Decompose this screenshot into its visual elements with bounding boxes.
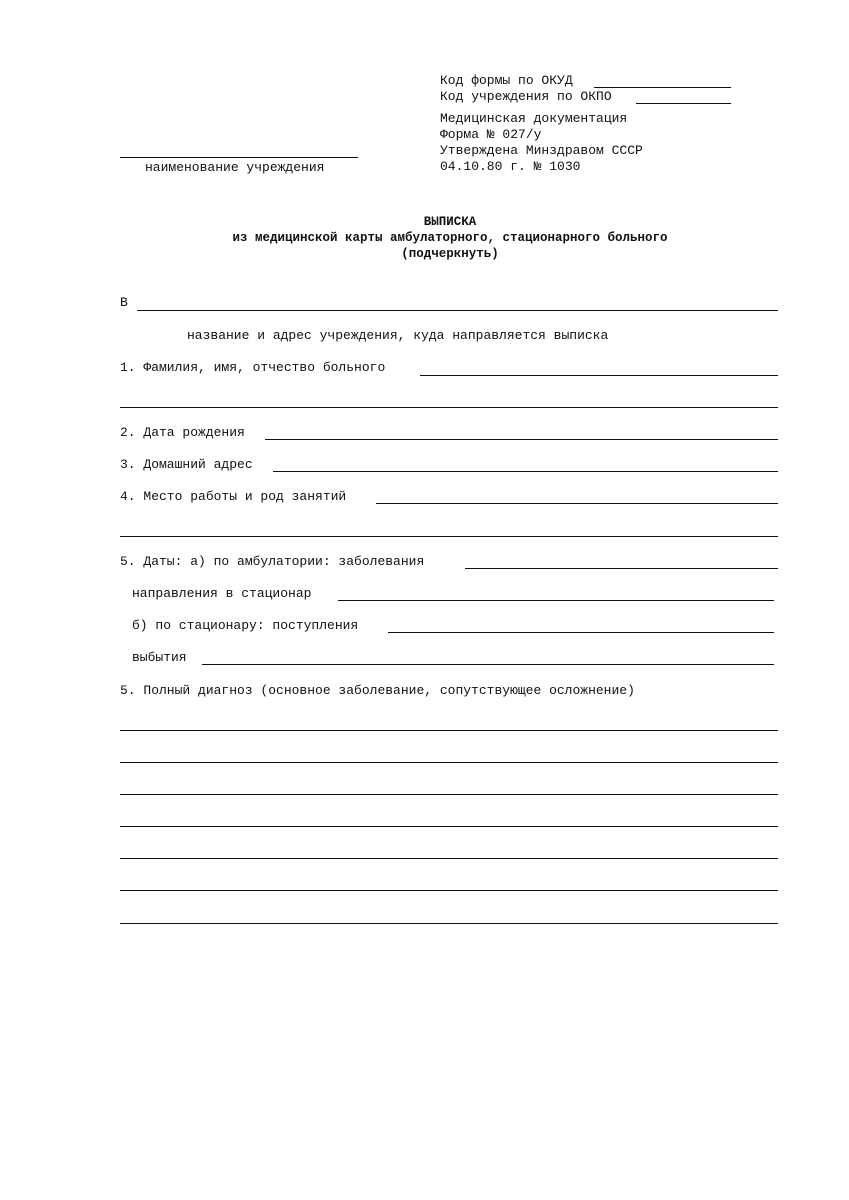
institution-name-field[interactable] bbox=[120, 157, 358, 158]
admission-label: б) по стационару: поступления bbox=[132, 618, 359, 633]
okud-label: Код формы по ОКУД bbox=[440, 73, 573, 88]
illness-date-field[interactable] bbox=[465, 568, 778, 569]
underline-note: (подчеркнуть) bbox=[401, 247, 499, 261]
destination-caption: название и адрес учреждения, куда направляется выписка bbox=[187, 328, 609, 343]
destination-field[interactable] bbox=[137, 310, 778, 311]
ambulatory-dates-label: 5. Даты: а) по амбулатории: заболевания bbox=[120, 554, 425, 569]
okud-field[interactable] bbox=[594, 87, 731, 88]
institution-caption: наименование учреждения bbox=[145, 160, 325, 175]
workplace-field[interactable] bbox=[376, 503, 778, 504]
diagnosis-label: 5. Полный диагноз (основное заболевание, сопутствующее осложнение) bbox=[120, 683, 635, 698]
referral-date-field[interactable] bbox=[338, 600, 774, 601]
workplace-field-line2[interactable] bbox=[120, 536, 778, 537]
form-number: Форма № 027/у bbox=[440, 127, 542, 142]
diagnosis-line[interactable] bbox=[120, 858, 778, 859]
patient-name-field-line2[interactable] bbox=[120, 407, 778, 408]
document-title: ВЫПИСКА bbox=[423, 215, 477, 229]
approval-text: Утверждена Минздравом СССР bbox=[440, 143, 643, 158]
birth-date-label: 2. Дата рождения bbox=[120, 425, 245, 440]
diagnosis-line[interactable] bbox=[120, 890, 778, 891]
document-subtitle: из медицинской карты амбулаторного, стационарного больного bbox=[232, 231, 668, 245]
diagnosis-line[interactable] bbox=[120, 826, 778, 827]
referral-label: направления в стационар bbox=[132, 586, 312, 601]
patient-name-label: 1. Фамилия, имя, отчество больного bbox=[120, 360, 386, 375]
discharge-date-field[interactable] bbox=[202, 664, 774, 665]
admission-date-field[interactable] bbox=[388, 632, 774, 633]
discharge-label: выбытия bbox=[132, 650, 187, 665]
workplace-label: 4. Место работы и род занятий bbox=[120, 489, 347, 504]
doc-type: Медицинская документация bbox=[440, 111, 628, 126]
diagnosis-line[interactable] bbox=[120, 762, 778, 763]
diagnosis-line[interactable] bbox=[120, 923, 778, 924]
home-address-field[interactable] bbox=[273, 471, 778, 472]
okpo-field[interactable] bbox=[636, 103, 731, 104]
diagnosis-line[interactable] bbox=[120, 730, 778, 731]
order-text: 04.10.80 г. № 1030 bbox=[440, 159, 581, 174]
birth-date-field[interactable] bbox=[265, 439, 778, 440]
to-prefix: В bbox=[120, 295, 128, 310]
diagnosis-line[interactable] bbox=[120, 794, 778, 795]
home-address-label: 3. Домашний адрес bbox=[120, 457, 253, 472]
okpo-label: Код учреждения по ОКПО bbox=[440, 89, 612, 104]
patient-name-field[interactable] bbox=[420, 375, 778, 376]
